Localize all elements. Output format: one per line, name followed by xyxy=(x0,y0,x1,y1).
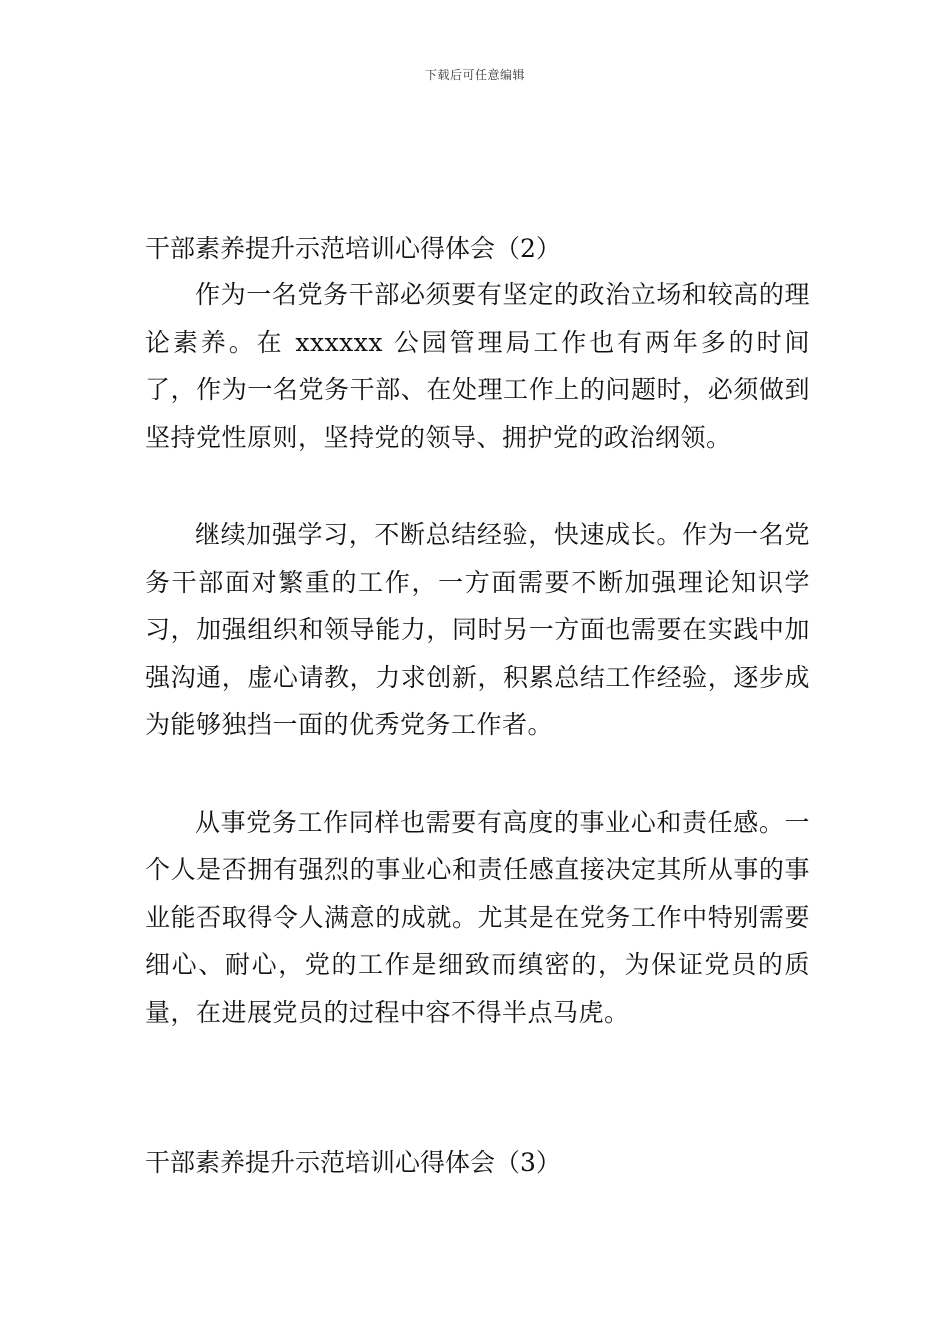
section-title-3: 干部素养提升示范培训心得体会（3） xyxy=(145,1148,561,1177)
paragraph-political-stance: 作为一名党务干部必须要有坚定的政治立场和较高的理论素养。在 xxxxxx 公园管理局工作也有两年多的时间了，作为一名党务干部、在处理工作上的问题时，必须做到坚持党性原则，坚持党的领导、拥护党的政治纲领。 xyxy=(145,280,810,452)
section-title-2: 干部素养提升示范培训心得体会（2） xyxy=(145,234,561,263)
document-body xyxy=(145,227,810,1185)
paragraph-responsibility: 从事党务工作同样也需要有高度的事业心和责任感。一个人是否拥有强烈的事业心和责任感直接决定其所从事的事业能否取得令人满意的成就。尤其是在党务工作中特别需要细心、耐心，党的工作是细致而缜密的，为保证党员的质量，在进展党员的过程中容不得半点马虎。 xyxy=(145,807,810,1027)
page-header-note: 下载后可任意编辑 xyxy=(424,68,525,82)
paragraph-continuous-learning: 继续加强学习，不断总结经验，快速成长。作为一名党务干部面对繁重的工作，一方面需要不断加强理论知识学习，加强组织和领导能力，同时另一方面也需要在实践中加强沟通，虚心请教，力求创新，积累总结工作经验，逐步成为能够独挡一面的优秀党务工作者。 xyxy=(145,520,810,739)
